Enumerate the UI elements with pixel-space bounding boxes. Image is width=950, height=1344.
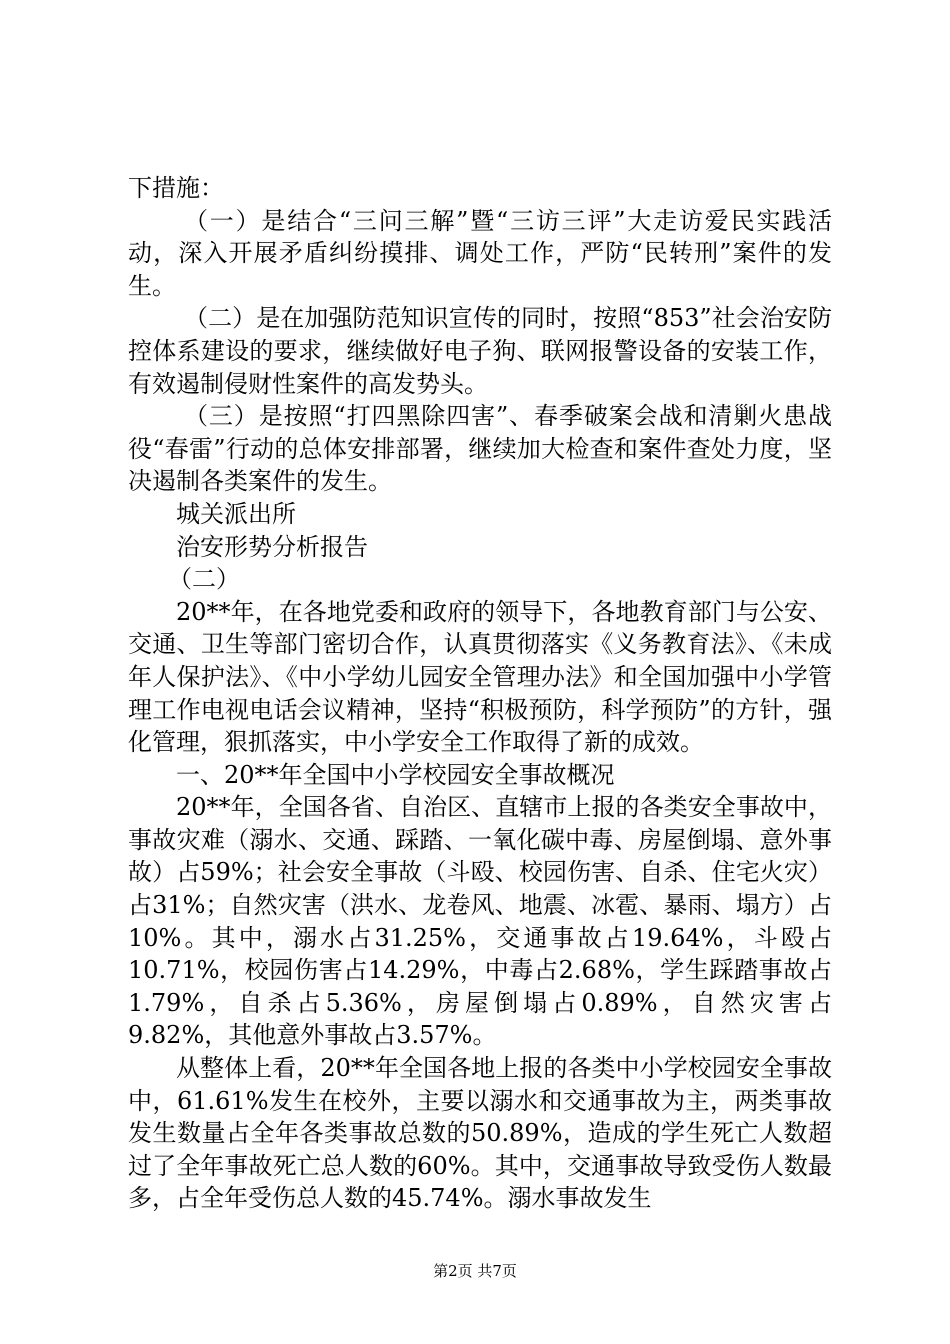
- paragraph-measure-1: （一）是结合“三问三解”暨“三访三评”大走访爱民实践活动，深入开展矛盾纠纷摸排、调处工作，严防“民转刑”案件的发生。: [128, 206, 832, 300]
- paragraph-overview: 20**年，在各地党委和政府的领导下，各地教育部门与公安、交通、卫生等部门密切合作，认真贯彻落实《义务教育法》、《未成年人保护法》、《中小学幼儿园安全管理办法》和全国加强中小学管理工作电视电话会议精神，坚持“积极预防，科学预防”的方针，强化管理，狠抓落实，中小学安全工作取得了新的成效。: [128, 597, 832, 757]
- paragraph-measures-intro: 下措施：: [128, 174, 224, 202]
- paragraph-heading-accidents: 一、20**年全国中小学校园安全事故概况: [176, 760, 615, 789]
- paragraph-measure-2: （二）是在加强防范知识宣传的同时，按照“853”社会治安防控体系建设的要求，继续做好电子狗、联网报警设备的安装工作，有效遏制侵财性案件的高发势头。: [128, 304, 832, 398]
- paragraph-report-title: 治安形势分析报告: [176, 532, 368, 561]
- paragraph-overall-analysis: 从整体上看，20**年全国各地上报的各类中小学校园安全事故中，61.61%发生在校外，主要以溺水和交通事故为主，两类事故发生数量占全年各类事故总数的50.89%，造成的学生死亡人数超过了全年事故死亡总人数的60%。其中，交通事故导致受伤人数最多，占全年受伤总人数的45.74%。溺水事故发生: [128, 1054, 832, 1213]
- paragraph-accident-statistics: 20**年，全国各省、自治区、直辖市上报的各类安全事故中，事故灾难（溺水、交通、踩踏、一氧化碳中毒、房屋倒塌、意外事故）占59%；社会安全事故（斗殴、校园伤害、自杀、住宅火灾）占31%；自然灾害（洪水、龙卷风、地震、冰雹、暴雨、塌方）占10%。其中，溺水占31.25%，交通事故占19.64%，斗殴占10.71%，校园伤害占14.29%，中毒占2.68%，学生踩踏事故占1.79%，自杀占5.36%，房屋倒塌占0.89%，自然灾害占9.82%，其他意外事故占3.57%。: [128, 793, 832, 1050]
- page-footer: 第2页 共7页: [433, 1262, 517, 1280]
- paragraph-police-station: 城关派出所: [176, 499, 296, 528]
- document-body: [128, 172, 832, 1215]
- paragraph-section-number: （二）: [168, 565, 240, 594]
- paragraph-measure-3: （三）是按照“打四黑除四害”、春季破案会战和清剿火患战役“春雷”行动的总体安排部署，继续加大检查和案件查处力度，坚决遏制各类案件的发生。: [128, 402, 832, 496]
